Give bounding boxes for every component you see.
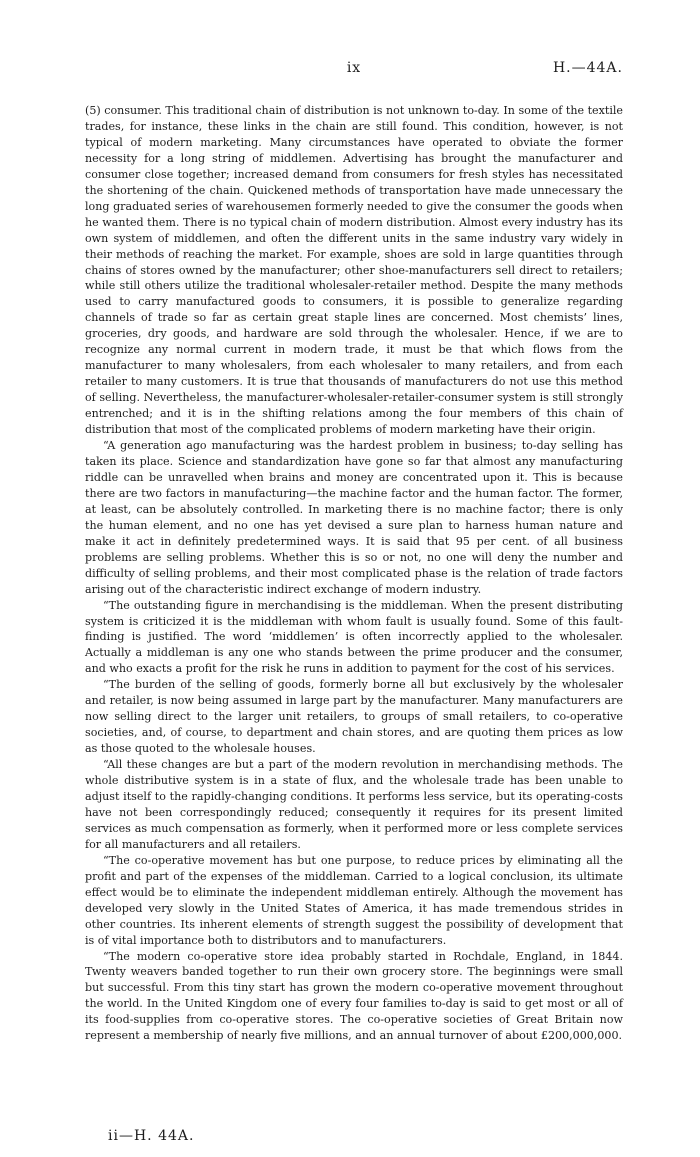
body-text [85,103,623,1044]
page-header [85,60,623,84]
paragraph-merchandising-revolution: “All these changes are but a part of the modern revolution in merchandising methods. The whole distributive system is in a state of flux, and the wholesale trade has been unable to adjust itself to the rapidly-changing conditions. It performs less service, but its operating-costs have not been correspondingly reduced; consequently it requires for its present limited services as much compensation as formerly, when it performed more or less complete services for all manufacturers and all retailers. [85,758,623,851]
paragraph-co-operative-movement: “The co-operative movement has but one purpose, to reduce prices by eliminating all the profit and part of the expenses of the middleman. Carried to a logical conclusion, its ultimate effect would be to eliminate the independent middleman entirely. Although the movement has developed very slowly in the United States of America, it has made tremendous strides in other countries. Its inherent elements of strength suggest the possibility of development that is of vital importance both to distributors and to manufacturers. [85,853,623,947]
paragraph-middleman: “The outstanding figure in merchandising is the middleman. When the present distributing system is criticized it is the middleman with whom fault is usually found. Some of this fault-finding is justified. The word ‘middlemen’ is often incorrectly applied to the wholesaler. Actually a middleman is any one who stands between the prime producer and the consumer, and who exacts a profit for the risk he runs in addition to payment for the cost of his services. [85,598,623,676]
paragraph-rochdale: “The modern co-operative store idea probably started in Rochdale, England, in 1844. Twenty weavers banded together to run their own grocery store. The beginnings were small but successful. From this tiny start has grown the modern co-operative movement throughout the world. In the United Kingdom one of every four families to-day is said to get most or all of its food-supplies from co-operative stores. The co-operative societies of Great Britain now represent a membership of nearly five millions, and an annual turnover of about £200,000,000. [85,949,623,1043]
paragraph-burden-of-selling: “The burden of the selling of goods, formerly borne all but exclusively by the wholesaler and retailer, is now being assumed in large part by the manufacturer. Many manufacturers are now selling direct to the larger unit retailers, to groups of small retailers, to co-operative societies, and, of course, to department and chain stores, and are quoting them prices as low as those quoted to the wholesale houses. [85,678,623,756]
document-reference: H.—44A. [552,60,623,76]
paragraph-chain-of-distribution: (5) consumer. This traditional chain of distribution is not unknown to-day. In some of the textile trades, for instance, these links in the chain are still found. This condition, however, is not typical of modern marketing. Many circumstances have operated to obviate the former necessity for a long string of middlemen. Advertising has brought the manufacturer and consumer close together; increased demand from consumers for fresh styles has necessitated the shortening of the chain. Quickened methods of transportation have made unnecessary the long graduated series of warehousemen formerly needed to give the consumer the goods when he wanted them. There is no typical chain of modern distribution. Almost every industry has its own system of middlemen, and often the different units in the same industry vary widely in their methods of reaching the market. For example, shoes are sold in large quantities through chains of stores owned by the manufacturer; other shoe-manufacturers sell direct to retailers; while still others utilize the traditional wholesaler-retailer method. Despite the many methods used to carry manufactured goods to consumers, it is possible to generalize regarding channels of trade so far as certain great staple lines are concerned. Most chemists’ lines, groceries, dry goods, and hardware are sold through the wholesaler. Hence, if we are to recognize any normal current in modern trade, it must be that which flows from the manufacturer to many wholesalers, from each wholesaler to many retailers, and from each retailer to many customers. It is true that thousands of manufacturers do not use this method of selling. Nevertheless, the manufacturer-wholesaler-retailer-consumer system is still strongly entrenched; and it is in the shifting relations among the four members of this chain of distribution that most of the complicated problems of modern marketing have their origin. [85,104,623,437]
page-number: ix [346,60,362,76]
signature-mark: ii—H. 44A. [108,1128,195,1144]
paragraph-selling-problem: “A generation ago manufacturing was the hardest problem in business; to-day selling has taken its place. Science and standardization have gone so far that almost any manufacturing riddle can be unravelled when brains and money are concentrated upon it. This is because there are two factors in manufacturing—the machine factor and the human factor. The former, at least, can be absolutely controlled. In marketing there is no machine factor; there is only the human element, and no one has yet devised a sure plan to harness human nature and make it act in definitely predetermined ways. It is said that 95 per cent. of all business problems are selling problems. Whether this is so or not, no one will deny the number and difficulty of selling problems, and their most complicated phase is the relation of trade factors arising out of the characteristic indirect exchange of modern industry. [85,439,623,596]
